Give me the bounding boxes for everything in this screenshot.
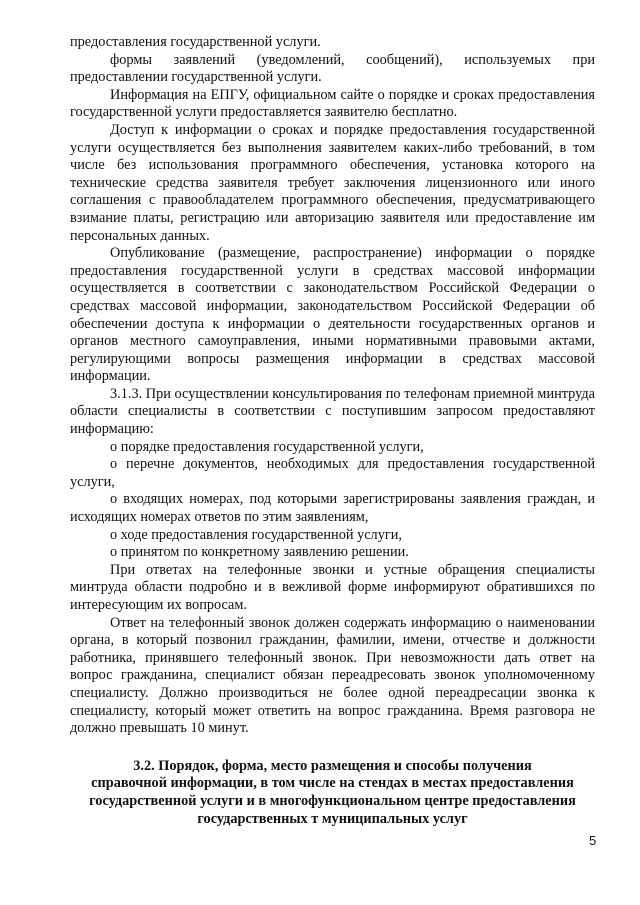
list-item: о принятом по конкретному заявлению решении. bbox=[110, 544, 409, 561]
paragraph-phone-response: Ответ на телефонный звонок должен содержать информацию о наименовании органа, в который позвонил гражданин, фамилии, имени, отчестве и должности работника, принявшего телефонный звонок. При невозможности дать ответ на вопрос гражданина, специалист обязан переадресовать звонок уполномоченному специалисту. Должно производиться не более одной переадресации звонка к специалисту, который может ответить на вопрос гражданина. Время разговора не должно превышать 10 минут. bbox=[70, 614, 595, 737]
page-number: 5 bbox=[589, 833, 597, 848]
paragraph-continuation: предоставления государственной услуги. bbox=[70, 34, 321, 50]
section-heading bbox=[70, 758, 595, 828]
section-heading-line: государственных т муниципальных услуг bbox=[197, 810, 468, 827]
paragraph-access: Доступ к информации о сроках и порядке предоставления государственной услуги осуществляется без выполнения заявителем каких-либо требований, в том числе без использования программного обеспечения, установка которого на технические средства заявителя требует заключения лицензионного или иного соглашения с правообладателем программного обеспечения, предусматривающего взимание платы, регистрацию или авторизацию заявителя или предоставление им персональных данных. bbox=[70, 121, 595, 244]
list-item: о входящих номерах, под которыми зарегистрированы заявления граждан, и исходящих номерах ответов по этим заявлениям, bbox=[70, 491, 595, 526]
section-heading-line: 3.2. Порядок, форма, место размещения и способы получения bbox=[133, 757, 532, 774]
list-item: о перечне документов, необходимых для предоставления государственной услуги, bbox=[70, 456, 595, 490]
paragraph-consulting: 3.1.3. При осуществлении консультирования по телефонам приемной минтруда области специалисты в соответствии с поступившим запросом предоставляют информацию: bbox=[70, 385, 595, 438]
paragraph-publication: Опубликование (размещение, распространение) информации о порядке предоставления государственной услуги в средствах массовой информации осуществляется в соответствии с законодательством Российской Федерации о средствах массовой информации, законодательством Российской Федерации об обеспечении доступа к информации о деятельности государственных органов и органов местного самоуправления, иными нормативными правовыми актами, регулирующими вопросы размещения информации в средствах массовой информации. bbox=[70, 245, 595, 385]
section-heading-line: справочной информации, в том числе на стендах в местах предоставления bbox=[91, 775, 574, 792]
paragraph-forms: формы заявлений (уведомлений, сообщений), используемых при предоставлении государственной услуги. bbox=[70, 51, 595, 86]
list-item: о ходе предоставления государственной услуги, bbox=[110, 526, 402, 543]
paragraph-phone-answers: При ответах на телефонные звонки и устные обращения специалисты минтруда области подробно и в вежливой форме информируют обратившихся по интересующим их вопросам. bbox=[70, 561, 595, 613]
paragraph-epgu-info: Информация на ЕПГУ, официальном сайте о порядке и сроках предоставления государственной услуги предоставляется заявителю бесплатно. bbox=[70, 86, 595, 121]
page-body bbox=[70, 34, 595, 828]
section-heading-line: государственной услуги и в многофункциональном центре предоставления bbox=[89, 792, 576, 809]
list-item: о порядке предоставления государственной услуги, bbox=[110, 438, 424, 455]
